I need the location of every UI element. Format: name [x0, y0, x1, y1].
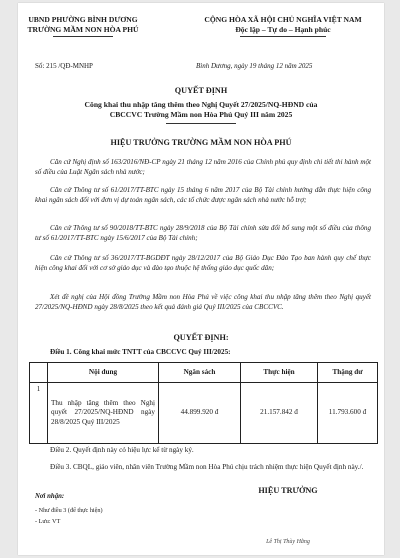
org-line-1: UBND PHƯỜNG BÌNH DƯƠNG: [28, 15, 138, 24]
nation-line-1: CỘNG HÒA XÃ HỘI CHỦ NGHĨA VIỆT NAM: [204, 15, 362, 24]
signature-title: HIỆU TRƯỞNG: [258, 486, 318, 495]
recipient-item: - Lưu: VT: [35, 518, 61, 525]
article-3: Điều 3. CBQL, giáo viên, nhân viên Trường Mầm non Hòa Phú chịu trách nhiệm thực hiện Quyết định này./.: [50, 463, 364, 471]
place-date: Bình Dương, ngày 19 tháng 12 năm 2025: [196, 62, 313, 70]
preamble-paragraph: Căn cứ Thông tư số 61/2017/TT-BTC ngày 15 tháng 6 năm 2017 của Bộ Tài chính hướng dẫn thực hiện công khai ngân sách đối với đơn vị dự toán ngân sách, các tổ chức được ngân sách nhà nước hỗ trợ;: [35, 186, 371, 204]
table-cell-actual: 21.157.842 đ: [241, 383, 318, 444]
preamble-paragraph: Căn cứ Thông tư số 36/2017/TT-BGDĐT ngày 28/12/2017 của Bộ Giáo Dục Đào Tạo ban hành quy chế thực hiện công khai đối với cơ sở giáo dục và đào tạo thuộc hệ thống giáo dục quốc dân;: [35, 254, 371, 272]
article-1-text: Điều 1. Công khai mức TNTT của CBCCVC Quý III/2025:: [50, 348, 231, 356]
decision-document: [18, 3, 384, 555]
nation-underline: [240, 36, 326, 37]
issuing-authority: HIỆU TRƯỞNG TRƯỜNG MẦM NON HÒA PHÚ: [110, 138, 292, 147]
signer-name: Lê Thị Thùy Hằng: [266, 539, 310, 545]
table-cell-content: Thu nhập tăng thêm theo Nghị quyết 27/2025/NQ-HĐND ngày 28/8/2025 Quý III/2025: [48, 383, 159, 444]
recipient-item: - Như điều 3 (để thực hiện): [35, 507, 103, 514]
document-type: QUYẾT ĐỊNH: [174, 86, 228, 95]
preamble-paragraph: Căn cứ Thông tư số 90/2018/TT-BTC ngày 28/9/2018 của Bộ Tài chính sửa đổi bổ sung một số điều của thông tư số 61/2017/TT-BTC ngày 15/6/2017 của Bộ Tài chính;: [35, 224, 371, 242]
decision-heading: QUYẾT ĐỊNH:: [173, 333, 229, 342]
table-header-row: [30, 363, 378, 383]
subject-underline: [166, 123, 236, 124]
article-1: [35, 347, 375, 357]
org-underline: [53, 36, 113, 37]
subject-line-2: CBCCVC Trường Mầm non Hòa Phú Quý III năm 2025: [109, 110, 293, 119]
document-number: Số: 215 /QĐ-MNHP: [35, 62, 93, 70]
table-cell-surplus: 11.793.600 đ: [318, 383, 378, 444]
table-cell-stt: 1: [30, 383, 48, 444]
table-header-cell: Thặng dư: [318, 363, 378, 383]
org-line-2: TRƯỜNG MẦM NON HÒA PHÚ: [27, 25, 139, 34]
recipients-label: Nơi nhận:: [35, 493, 65, 500]
preamble-paragraph: Xét đề nghị của Hội đồng Trường Mầm non Hòa Phú về việc công khai thu nhập tăng thêm theo Nghị quyết 27/2025/NQ-HĐND ngày 28/8/2025 theo kết quả đánh giá Quý III/2025 của CBCCVC.: [35, 293, 371, 311]
preamble-paragraph: Căn cứ Nghị định số 163/2016/NĐ-CP ngày 21 tháng 12 năm 2016 của Chính phủ quy định chi tiết thi hành một số điều của Luật Ngân sách nhà nước;: [35, 158, 371, 176]
table-cell-budget: 44.899.920 đ: [159, 383, 241, 444]
table-header-cell: Ngân sách: [159, 363, 241, 383]
table-header-cell: Thực hiện: [241, 363, 318, 383]
article-2: Điều 2. Quyết định này có hiệu lực kể từ ngày ký.: [50, 446, 194, 454]
income-table: [29, 362, 378, 444]
subject-line-1: Công khai thu nhập tăng thêm theo Nghị Quyết 27/2025/NQ-HĐND của: [84, 100, 318, 109]
table-row: [30, 383, 378, 444]
table-header-stt: [30, 363, 48, 383]
table-header-cell: Nội dung: [48, 363, 159, 383]
nation-line-2: Độc lập – Tự do – Hạnh phúc: [235, 25, 331, 34]
